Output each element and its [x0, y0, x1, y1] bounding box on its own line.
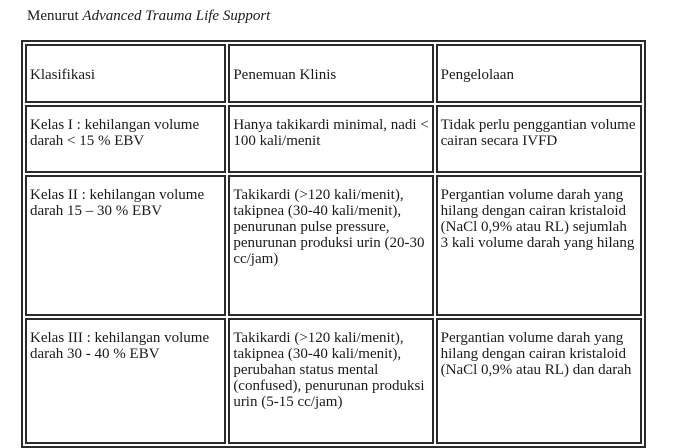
header-pengelolaan: Pengelolaan — [436, 44, 642, 103]
cell-class-2-management: Pergantian volume darah yang hilang dengan cairan kristaloid (NaCl 0,9% atau RL) sejumlah 3 kali volume darah yang hilang — [436, 175, 642, 316]
cell-class-3-findings: Takikardi (>120 kali/menit), takipnea (30-40 kali/menit), perubahan status mental (confused), penurunan produksi urin (5-15 cc/jam) — [228, 318, 433, 444]
header-klasifikasi: Klasifikasi — [25, 44, 226, 103]
cell-class-2-findings: Takikardi (>120 kali/menit), takipnea (30-40 kali/menit), penurunan pulse pressure, penurunan produksi urin (20-30 cc/jam) — [228, 175, 433, 316]
table-header-row — [25, 44, 642, 103]
table-row — [25, 318, 642, 444]
cell-class-2-classification: Kelas II : kehilangan volume darah 15 – 30 % EBV — [25, 175, 226, 316]
cell-class-1-management: Tidak perlu penggantian volume cairan secara IVFD — [436, 105, 642, 173]
table-row — [25, 105, 642, 173]
heading-prefix: Menurut — [27, 8, 83, 24]
table-row — [25, 175, 642, 316]
heading-title: Advanced Trauma Life Support — [82, 8, 271, 24]
document-heading — [27, 7, 270, 25]
header-penemuan-klinis: Penemuan Klinis — [228, 44, 433, 103]
cell-class-3-management: Pergantian volume darah yang hilang dengan cairan kristaloid (NaCl 0,9% atau RL) dan darah — [436, 318, 642, 444]
cell-class-1-classification: Kelas I : kehilangan volume darah < 15 % EBV — [25, 105, 226, 173]
cell-class-1-findings: Hanya takikardi minimal, nadi < 100 kali/menit — [228, 105, 433, 173]
cell-class-3-classification: Kelas III : kehilangan volume darah 30 - 40 % EBV — [25, 318, 226, 444]
hemorrhage-classification-table — [21, 40, 646, 448]
